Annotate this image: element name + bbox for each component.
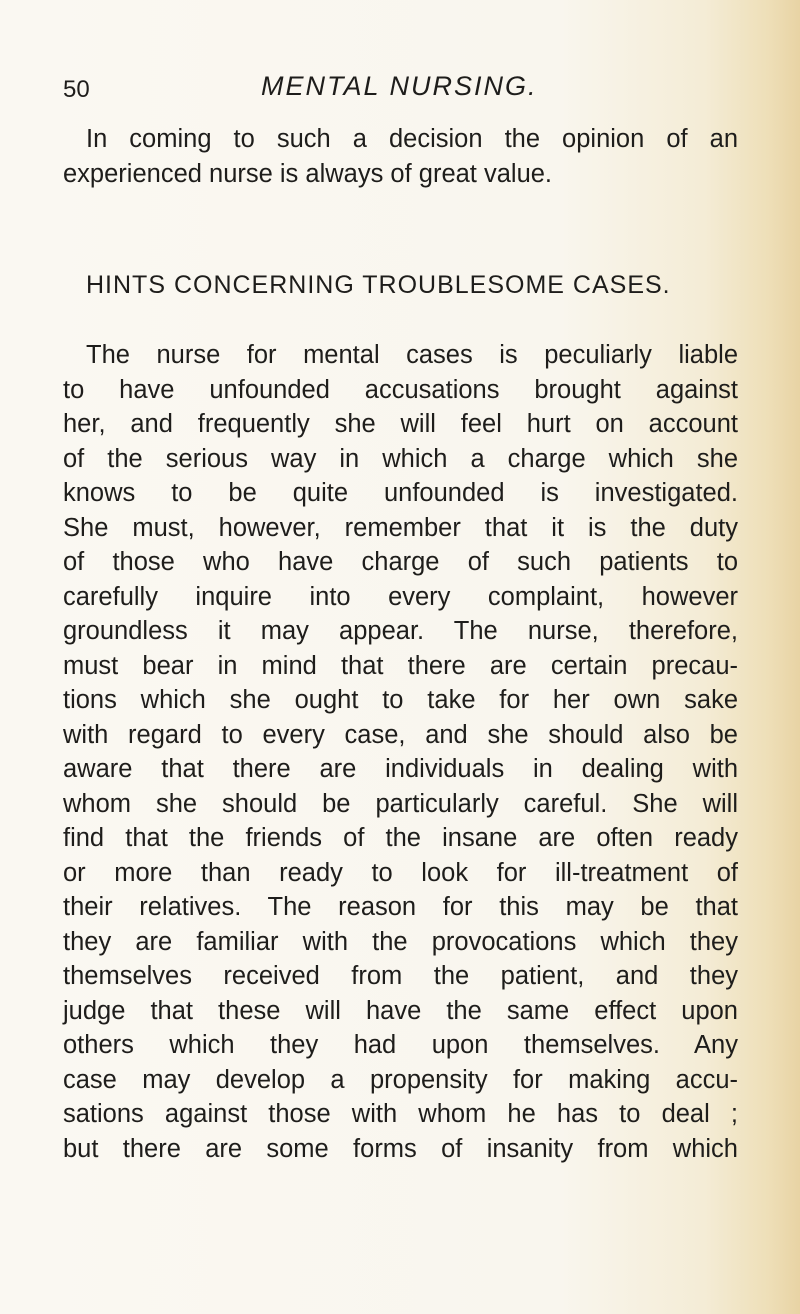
text-line: She must, however, remember that it is the duty — [63, 513, 738, 542]
text-line: judge that these will have the same effect upon — [63, 996, 738, 1025]
paragraph-2 — [63, 338, 738, 1166]
text-line: sations against those with whom he has to deal ; — [63, 1100, 738, 1128]
text-line: must bear in mind that there are certain precau- — [63, 651, 738, 680]
text-line: carefully inquire into every complaint, however — [63, 582, 738, 611]
text-line: but there are some forms of insanity from which — [63, 1134, 738, 1163]
text-line: knows to be quite unfounded is investigated. — [63, 479, 738, 507]
text-line: with regard to every case, and she should also be — [63, 720, 738, 749]
text-line: In coming to such a decision the opinion of an — [86, 125, 738, 153]
text-line: The nurse for mental cases is peculiarly liable — [86, 341, 738, 369]
text-line: tions which she ought to take for her own sake — [63, 686, 738, 714]
text-line: themselves received from the patient, and they — [63, 962, 738, 990]
running-title: MENTAL NURSING. — [261, 71, 538, 101]
text-line: others which they had upon themselves. Any — [63, 1031, 738, 1059]
text-line: or more than ready to look for ill-treatment of — [63, 858, 738, 887]
text-line: of those who have charge of such patients to — [63, 548, 738, 576]
running-header — [63, 70, 763, 110]
text-line: groundless it may appear. The nurse, therefore, — [63, 617, 738, 645]
text-line: case may develop a propensity for making accu- — [63, 1065, 738, 1094]
text-line: experienced nurse is always of great value. — [63, 159, 553, 188]
text-line: aware that there are individuals in dealing with — [63, 755, 738, 783]
page-number: 50 — [63, 76, 90, 103]
section-heading: HINTS CONCERNING TROUBLESOME CASES. — [86, 271, 671, 299]
text-line: their relatives. The reason for this may be that — [63, 893, 738, 921]
text-line: whom she should be particularly careful. She will — [63, 789, 738, 818]
text-line: to have unfounded accusations brought against — [63, 375, 738, 404]
paragraph-1 — [63, 122, 738, 191]
text-line: her, and frequently she will feel hurt on account — [63, 410, 738, 438]
text-line: find that the friends of the insane are often ready — [63, 824, 738, 852]
text-line: they are familiar with the provocations which they — [63, 927, 738, 956]
text-line: of the serious way in which a charge which she — [63, 444, 738, 473]
